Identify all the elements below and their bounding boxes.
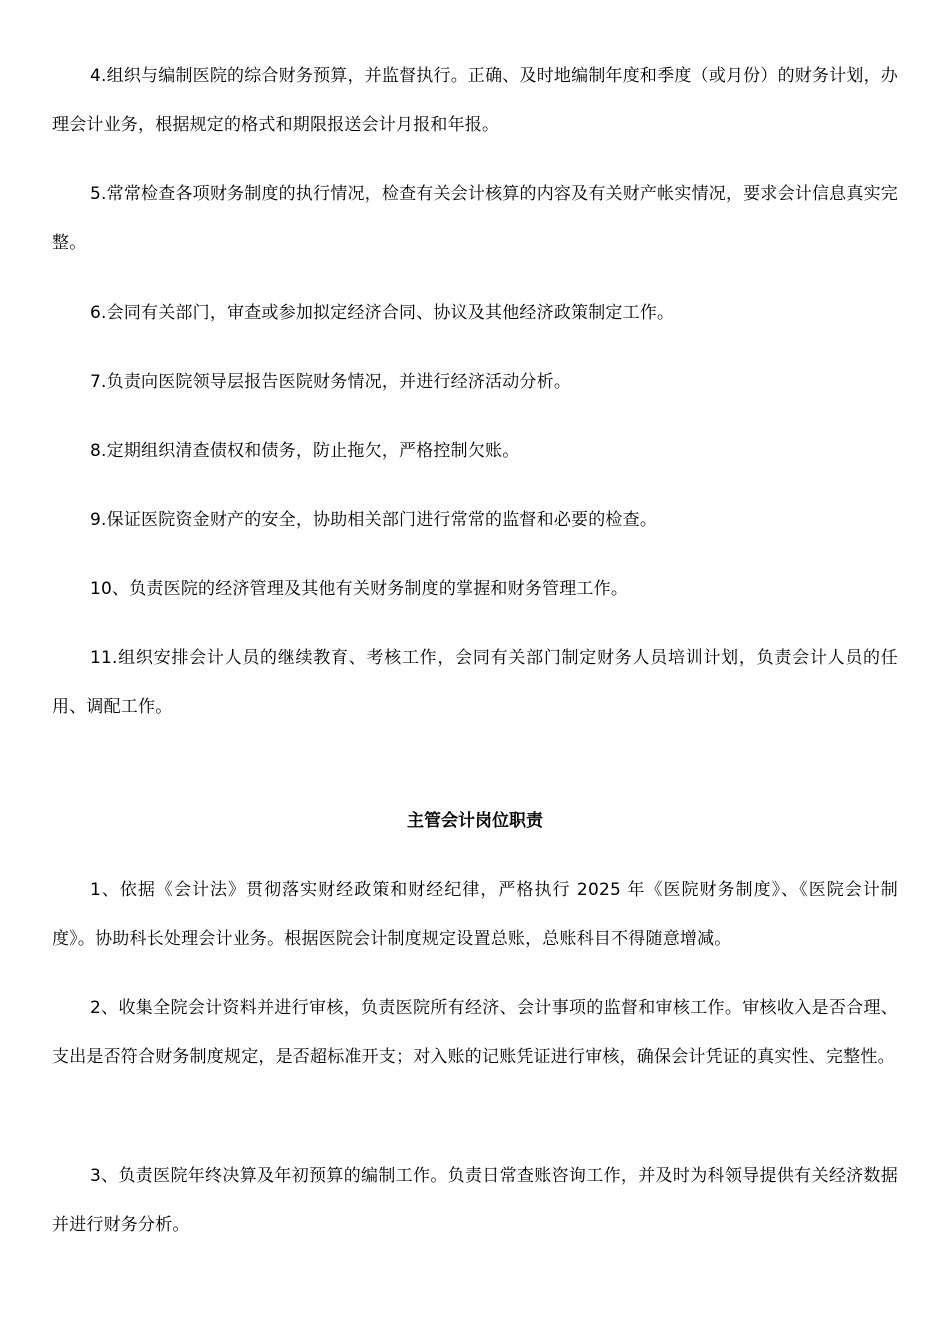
duty-item-7: 7.负责向医院领导层报告医院财务情况，并进行经济活动分析。	[90, 372, 572, 392]
chief-accountant-duty-2: 2、收集全院会计资料并进行审核，负责医院所有经济、会计事项的监督和审核工作。审核收入是否合理、支出是否符合财务制度规定，是否超标准开支；对入账的记账凭证进行审核，确保会计凭证的真实性、完整性。	[52, 998, 898, 1067]
duty-item-10: 10、负责医院的经济管理及其他有关财务制度的掌握和财务管理工作。	[90, 579, 629, 599]
duty-item-11: 11.组织安排会计人员的继续教育、考核工作，会同有关部门制定财务人员培训计划，负责会计人员的任用、调配工作。	[52, 648, 898, 717]
duty-item-6: 6.会同有关部门，审查或参加拟定经济合同、协议及其他经济政策制定工作。	[90, 303, 675, 323]
duty-item-4: 4.组织与编制医院的综合财务预算，并监督执行。正确、及时地编制年度和季度（或月份）的财务计划，办理会计业务，根据规定的格式和期限报送会计月报和年报。	[52, 66, 898, 135]
duty-item-9: 9.保证医院资金财产的安全，协助相关部门进行常常的监督和必要的检查。	[90, 510, 658, 530]
section-heading: 主管会计岗位职责	[407, 811, 543, 831]
chief-accountant-duty-1: 1、依据《会计法》贯彻落实财经政策和财经纪律，严格执行 2025 年《医院财务制度》、《医院会计制度》。协助科长处理会计业务。根据医院会计制度规定设置总账，总账科目不得随意增减。	[52, 880, 898, 949]
duty-item-5: 5.常常检查各项财务制度的执行情况，检查有关会计核算的内容及有关财产帐实情况，要求会计信息真实完整。	[52, 184, 898, 253]
chief-accountant-duty-3: 3、负责医院年终决算及年初预算的编制工作。负责日常查账咨询工作，并及时为科领导提供有关经济数据并进行财务分析。	[52, 1166, 898, 1235]
duty-item-8: 8.定期组织清查债权和债务，防止拖欠，严格控制欠账。	[90, 441, 520, 461]
